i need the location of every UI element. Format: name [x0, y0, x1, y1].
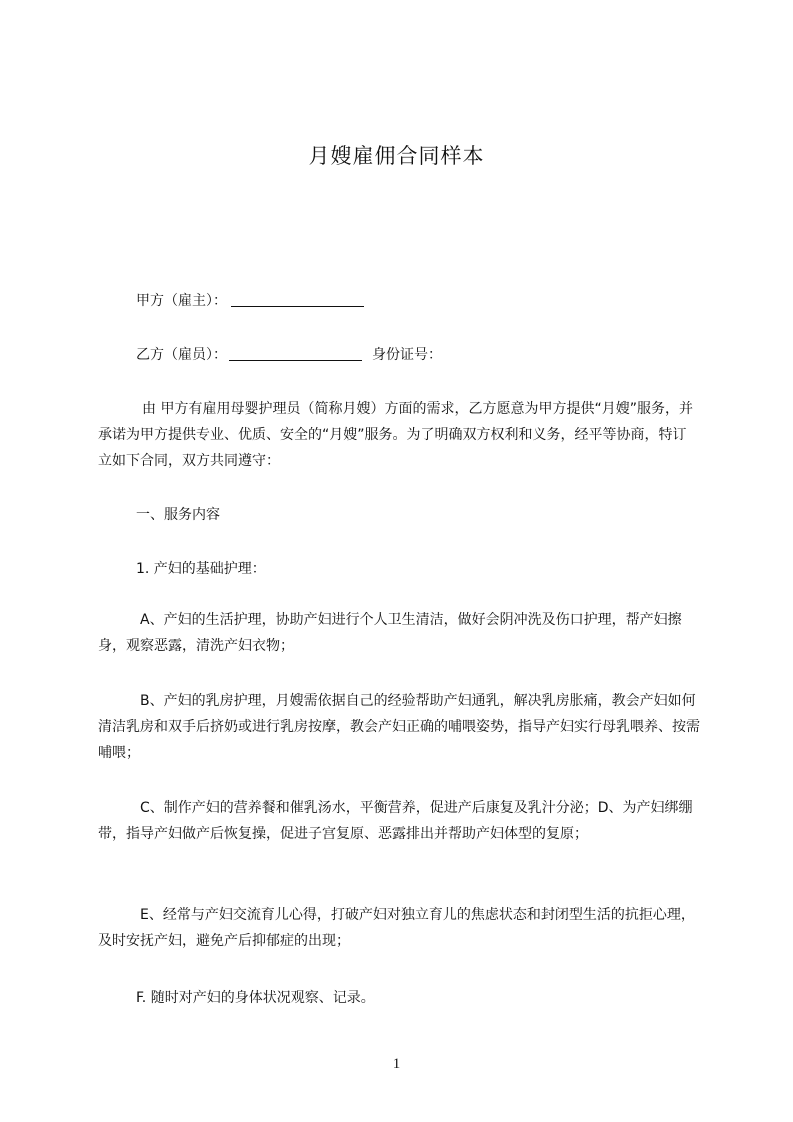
party-a-label: 甲方（雇主）： [136, 293, 227, 309]
item-b-paragraph: B、产妇的乳房护理，月嫂需依据自己的经验帮助产妇通乳，解决乳房胀痛，教会产妇如何清洁乳房和双手后挤奶或进行乳房按摩，教会产妇正确的哺喂姿势，指导产妇实行母乳喂养、按需哺喂； [98, 693, 700, 761]
item-c-paragraph: C、制作产妇的营养餐和催乳汤水，平衡营养，促进产后康复及乳汁分泌；D、为产妇绑绷带，指导产妇做产后恢复操，促进子宫复原、恶露排出并帮助产妇体型的复原； [98, 800, 693, 842]
party-b-line [136, 345, 442, 365]
party-a-line [136, 291, 364, 311]
page-number: 1 [392, 1056, 401, 1072]
party-b-label: 乙方（雇员）： [136, 347, 227, 363]
section-1-heading: 一、服务内容 [136, 507, 220, 523]
item-e-paragraph: E、经常与产妇交流育儿心得，打破产妇对独立育儿的焦虑状态和封闭型生活的抗拒心理，及时安抚产妇，避免产后抑郁症的出现； [98, 907, 695, 949]
party-a-blank [231, 292, 364, 307]
party-b-blank [229, 346, 362, 361]
item-a-paragraph: A、产妇的生活护理，协助产妇进行个人卫生清洁，做好会阴冲洗及伤口护理，帮产妇擦身，观察恶露，清洗产妇衣物； [98, 612, 682, 654]
document-title: 月嫂雇佣合同样本 [308, 144, 485, 168]
subsection-1-heading: 1. 产妇的基础护理： [136, 561, 266, 577]
item-f-line: F. 随时对产妇的身体状况观察、记录。 [136, 990, 375, 1006]
id-number-label: 身份证号： [372, 347, 442, 363]
intro-paragraph: 由 甲方有雇用母婴护理员（简称月嫂）方面的需求，乙方愿意为甲方提供“月嫂”服务，并承诺为甲方提供专业、优质、安全的“月嫂”服务。为了明确双方权利和义务，经平等协商，特订立如下合同，双方共同遵守： [98, 401, 693, 469]
